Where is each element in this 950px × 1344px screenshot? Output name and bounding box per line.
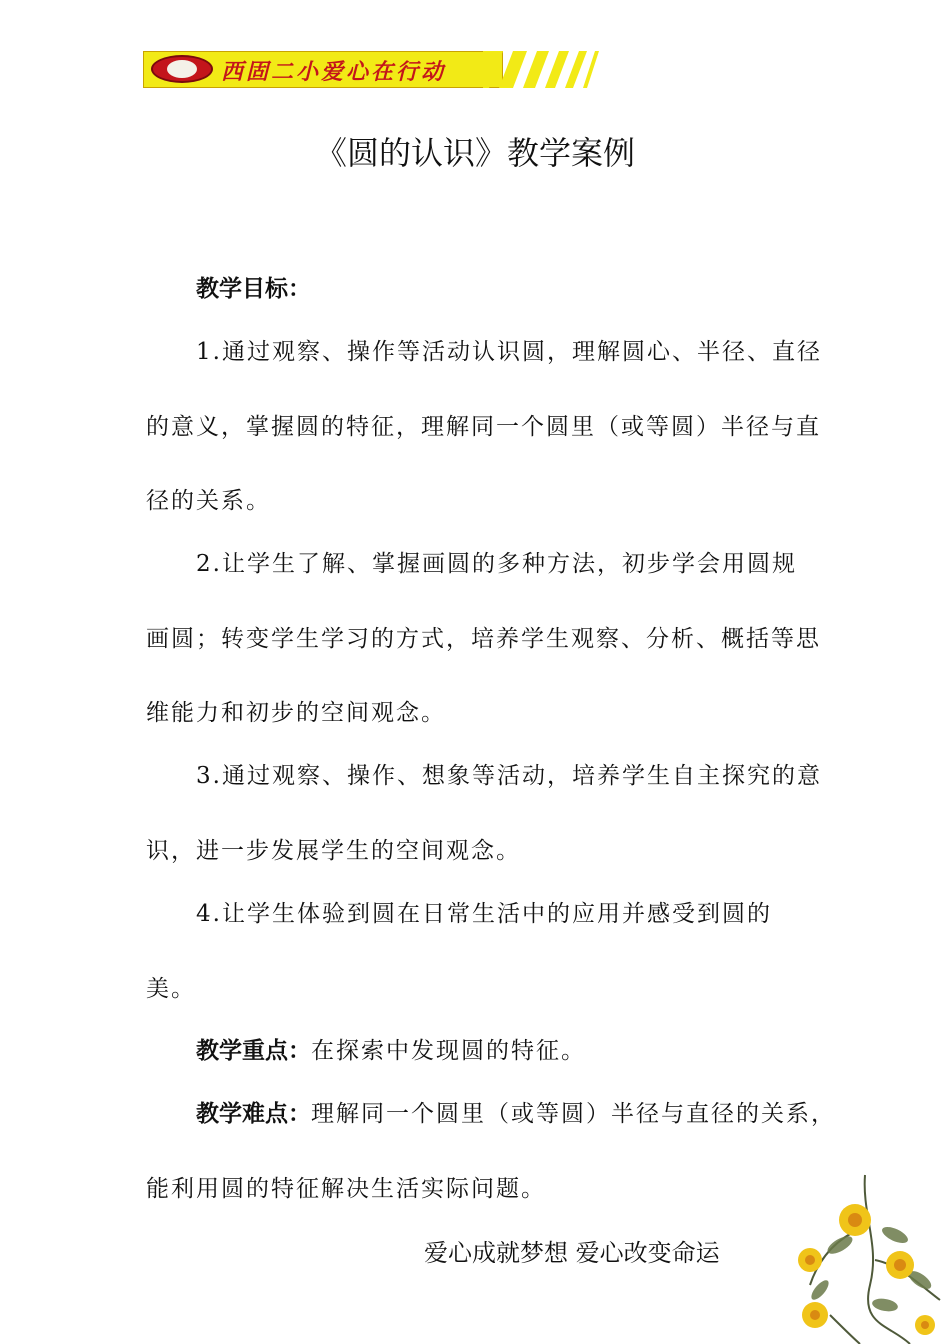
page-title: 《圆的认识》教学案例 xyxy=(314,134,635,172)
key-point-label: 教学重点： xyxy=(196,1038,311,1064)
banner-stripes xyxy=(483,51,599,88)
objectives-heading: 教学目标： xyxy=(196,276,311,302)
objective-line: 维能力和初步的空间观念。 xyxy=(146,700,446,726)
difficult-point-continued: 能利用圆的特征解决生活实际问题。 xyxy=(146,1176,546,1202)
objective-line: 4.让学生体验到圆在日常生活中的应用并感受到圆的 xyxy=(196,901,772,927)
key-point-text: 在探索中发现圆的特征。 xyxy=(311,1038,586,1064)
objective-line: 识，进一步发展学生的空间观念。 xyxy=(146,838,521,864)
objective-line: 2.让学生了解、掌握画圆的多种方法，初步学会用圆规 xyxy=(196,551,797,577)
header-banner xyxy=(143,51,599,88)
objective-line: 3.通过观察、操作、想象等活动，培养学生自主探究的意 xyxy=(196,763,822,789)
objective-line: 画圆；转变学生学习的方式，培养学生观察、分析、概括等思 xyxy=(146,626,821,652)
footer-slogan: 爱心成就梦想 爱心改变命运 xyxy=(424,1239,720,1267)
difficult-point-label: 教学难点： xyxy=(196,1101,311,1127)
difficult-point xyxy=(196,1095,836,1128)
objective-line: 径的关系。 xyxy=(146,488,271,514)
objective-line: 美。 xyxy=(146,976,196,1002)
objective-line: 的意义，掌握圆的特征，理解同一个圆里（或等圆）半径与直 xyxy=(146,414,821,440)
objective-line: 1.通过观察、操作等活动认识圆，理解圆心、半径、直径 xyxy=(196,339,822,365)
banner-text: 西固二小爱心在行动 xyxy=(221,60,447,85)
difficult-point-text: 理解同一个圆里（或等圆）半径与直径的关系， xyxy=(311,1101,836,1127)
school-logo xyxy=(151,55,213,83)
chrysanthemum-decoration xyxy=(770,1165,950,1344)
key-point xyxy=(196,1032,586,1065)
